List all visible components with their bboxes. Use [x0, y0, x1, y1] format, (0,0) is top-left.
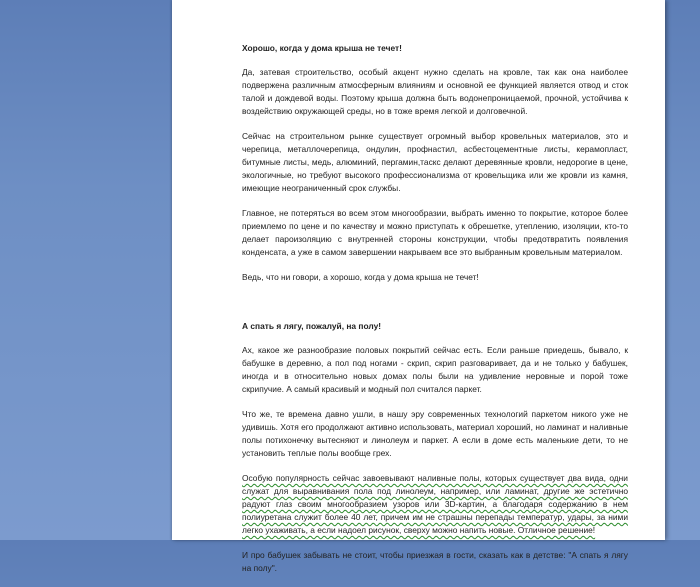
section1-heading: Хорошо, когда у дома крыша не течет! — [242, 43, 402, 53]
section-spacer — [242, 296, 628, 320]
section1-paragraph-1: Да, затевая строительство, особый акцент нужно сделать на кровле, так как она наиболее подвержена различным атмосферным влияниям и основной ее функцией является отвод и сток талой и дождевой воды. Поэтому крыша должна быть водонепроницаемой, прочной, устойчива к воздействию окружающей среды, но в тоже время легкой и долговечной. — [242, 67, 628, 116]
document-page[interactable] — [172, 0, 665, 573]
section2-paragraph-2: Что же, те времена давно ушли, в нашу эру современных технологий паркетом никого уже не удивишь. Хотя его продолжают активно использовать, материал хороший, но ламинат и наливные полы потихонечку вытесняют и линолеум и паркет. А если в доме есть маленькие дети, то не установить теплые полы вообще грех. — [242, 409, 628, 458]
section2-heading: А спать я лягу, пожалуй, на полу! — [242, 321, 382, 331]
document-body[interactable] — [242, 42, 628, 587]
section1-paragraph-4: Ведь, что ни говори, а хорошо, когда у дома крыша не течет! — [242, 272, 479, 282]
section1-paragraph-2: Сейчас на строительном рынке существует огромный выбор кровельных материалов, это и черепица, металлочерепица, ондулин, профнастил, асбестоцементные листы, керамопласт, битумные листы, медь, алюминий, пергамин,таскс делают деревянные кровли, недорогие в цене, экологичные, но требуют высокого профессионализма от кровельщика или же кровли из камня, имеющие неограниченный срок службы. — [242, 131, 628, 193]
section2-paragraph-1: Ах, какое же разнообразие половых покрытий сейчас есть. Если раньше приедешь, бывало, к бабушке в деревню, а пол под ногами - скрип, скрип разговаривает, да и не только у бабушек, иногда и в относительно новых домах полы были на удивление неровные и порой тоже скрипучие. А самый красивый и модный пол считался паркет. — [242, 345, 628, 394]
section2-paragraph-3: Особую популярность сейчас завоевывают наливные полы, которых существует два вида, одни служат для выравнивания пола под линолеум, например, или ламинат, другие же эстетично радуют глаз своим многообразием узоров или 3D-картин, а благодаря содержанию в нем полиуретана служит более 40 лет, причем им не страшны перепады температур, удары, за ними легко ухаживать, а если надоел рисунок, сверху можно напить новые. Отличное решение! — [242, 473, 628, 535]
section2-paragraph-4: И про бабушек забывать не стоит, чтобы приезжая в гости, сказать как в детстве: "А спать я лягу на полу". — [242, 550, 628, 573]
section1-paragraph-3: Главное, не потеряться во всем этом многообразии, выбрать именно то покрытие, которое более приемлемо по цене и по качеству и можно приступать к обрешетке, утеплению, изоляции, кто-то делает пароизоляцию с внутренней стороны конструкции, чтобы предотвратить появления конденсата, а уже в самом завершении накрываем все это выбранным кровельным материалом. — [242, 208, 628, 257]
